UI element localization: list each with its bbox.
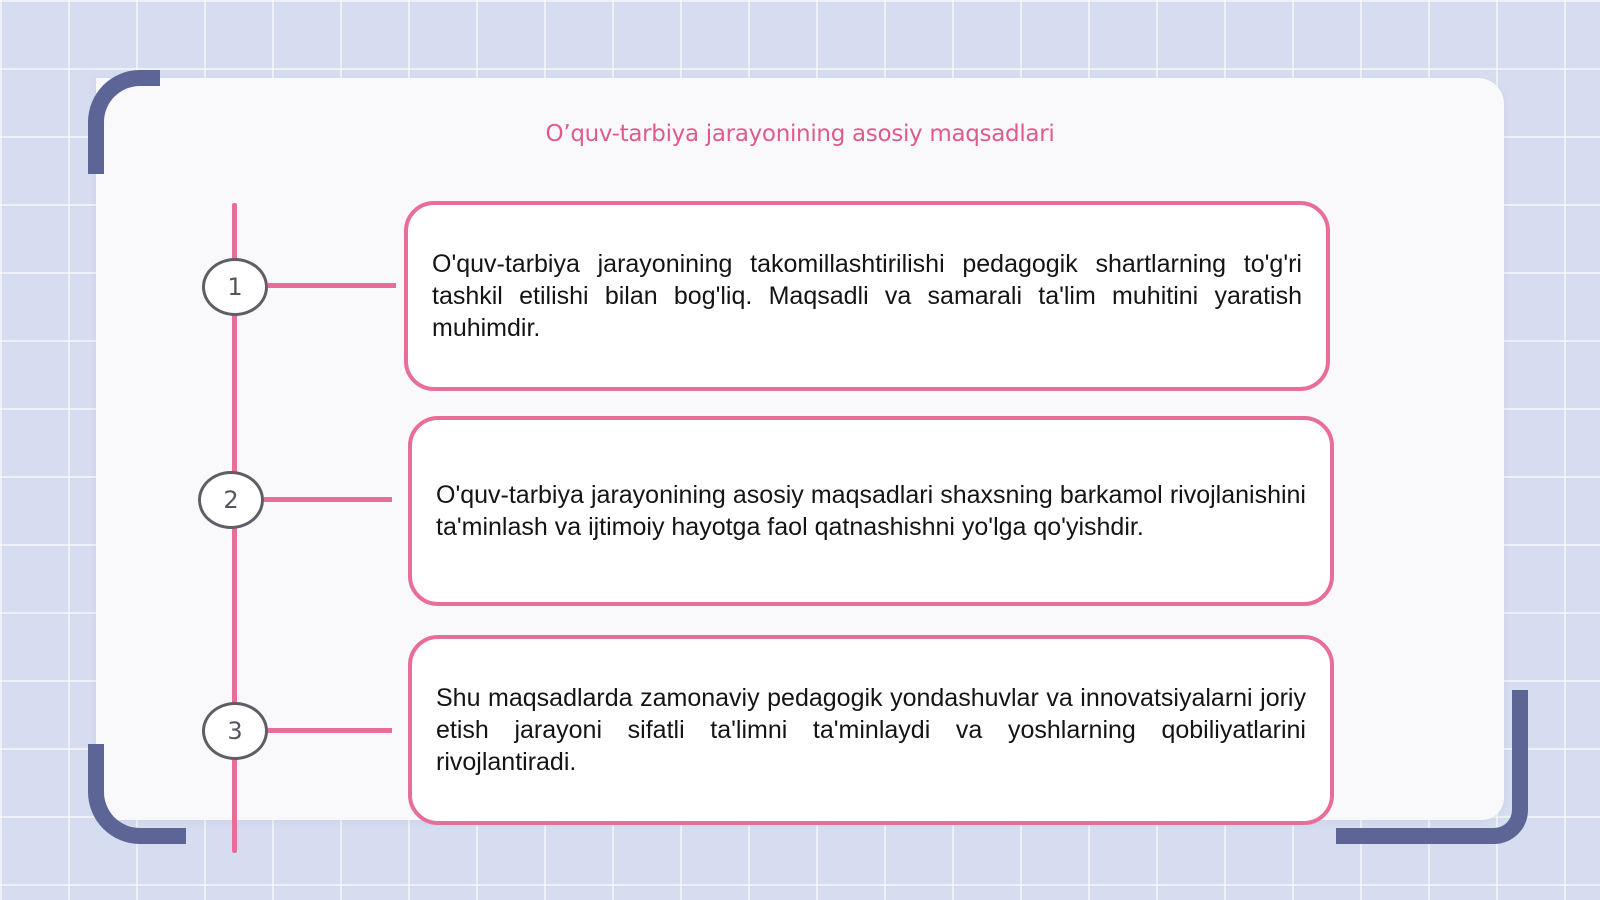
step-2-text: O'quv-tarbiya jarayonining asosiy maqsadlari shaxsning barkamol rivojlanishini ta'minlash va ijtimoiy hayotga faol qatnashishni yo'lga qo'yishdir.: [436, 481, 1306, 541]
paper-edge-scallop: [96, 682, 150, 736]
frame-corner-bottom-right: [1336, 690, 1528, 844]
step-3-text: Shu maqsadlarda zamonaviy pedagogik yondashuvlar va innovatsiyalarni joriy etish jarayoni sifatli ta'limni ta'minlaydi va yoshlarning qobiliyatlarini rivojlantiradi.: [436, 684, 1306, 776]
step-2-number-badge: [198, 471, 264, 529]
step-1-connector: [268, 283, 396, 288]
step-3-number-badge: [202, 702, 268, 760]
paper-edge-scallop: [96, 322, 150, 376]
step-2-connector: [264, 497, 392, 502]
paper-edge-scallop: [96, 412, 150, 466]
step-3-card: [408, 635, 1334, 825]
frame-corner-bottom-left: [88, 744, 186, 844]
step-3-number: 3: [227, 717, 243, 745]
step-1-text: O'quv-tarbiya jarayonining takomillashtirilishi pedagogik shartlarning to'g'ri tashkil etilishi bilan bog'liq. Maqsadli va samarali ta'lim muhitini yaratish muhimdir.: [432, 250, 1302, 342]
step-1-card: [404, 201, 1330, 391]
step-3-connector: [268, 728, 392, 733]
step-2-number: 2: [223, 486, 239, 514]
paper-edge-scallop: [96, 502, 150, 556]
step-2-card: [408, 416, 1334, 606]
step-1-number-badge: [202, 258, 268, 316]
paper-edge-scallop: [96, 592, 150, 646]
step-1-number: 1: [227, 273, 243, 301]
paper-edge-scallop: [96, 232, 150, 286]
slide-title: O’quv-tarbiya jarayonining asosiy maqsadlari: [545, 121, 1055, 147]
